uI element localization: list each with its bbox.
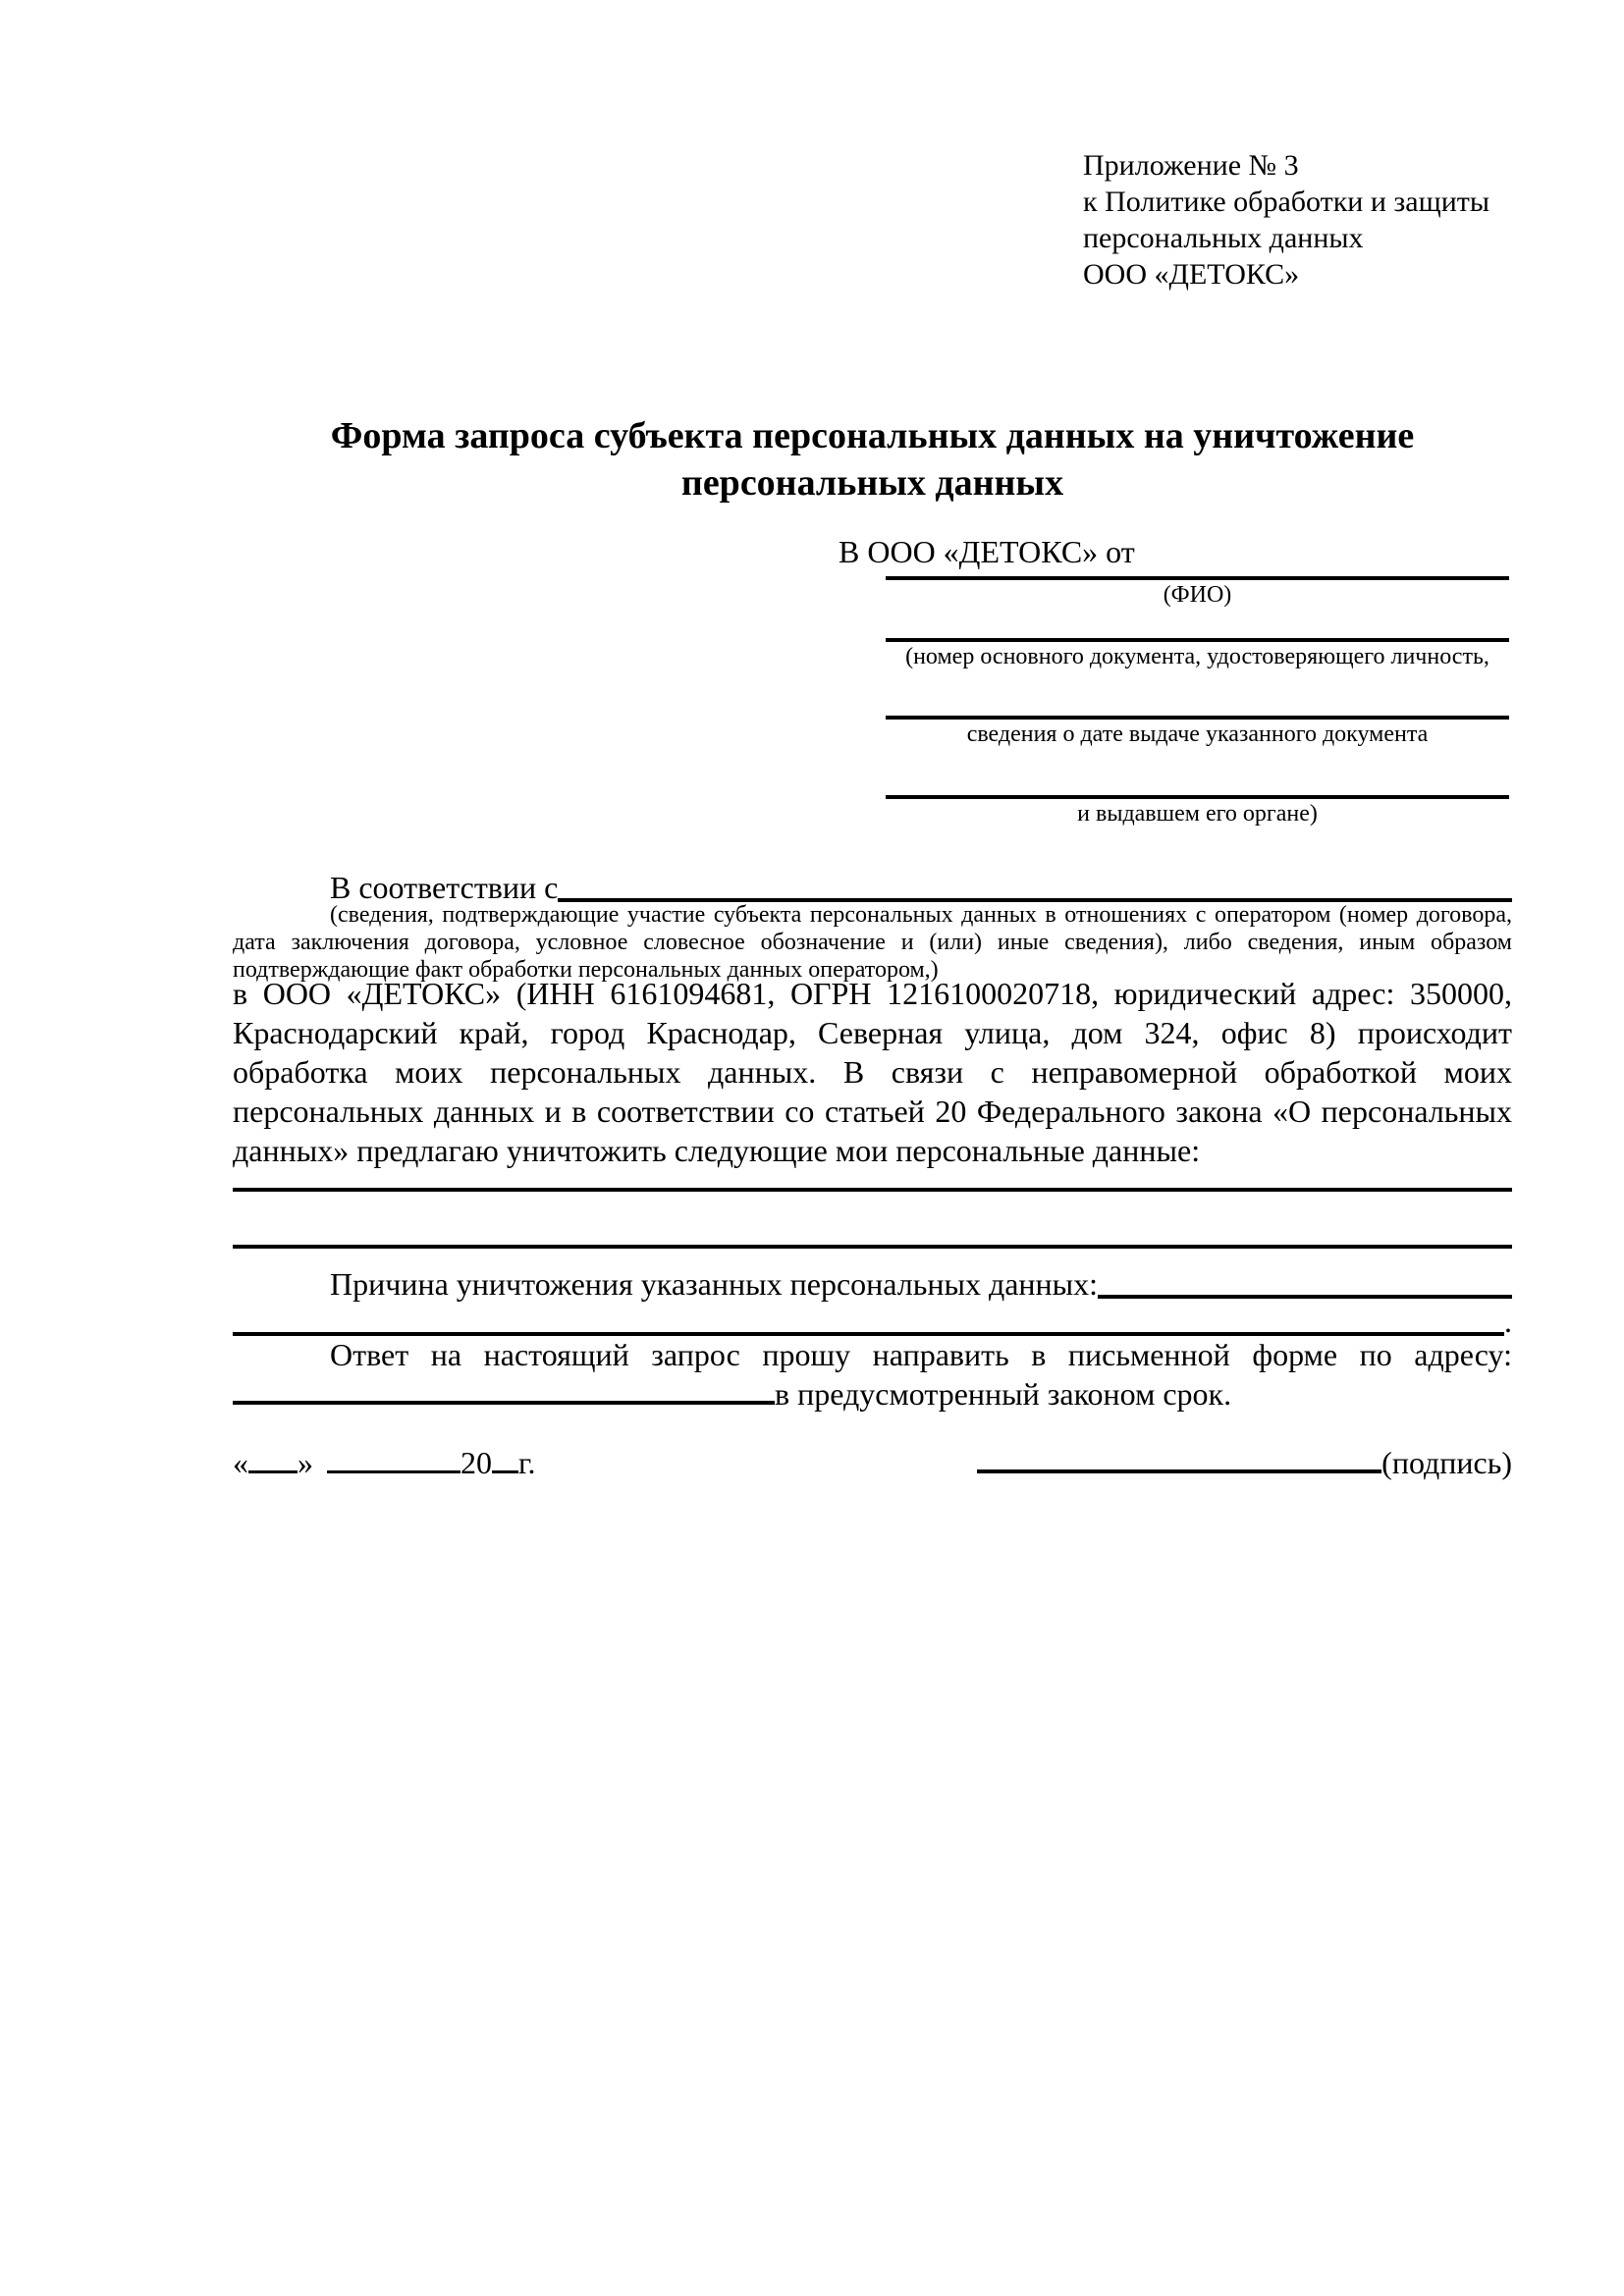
reason-row [233,1264,1512,1304]
personal-data-blank-line-2[interactable] [233,1245,1512,1249]
reason-blank-line-1[interactable] [1098,1295,1512,1299]
accordance-lead: В соответствии с [330,870,559,905]
appendix-line-2: к Политике обработки и защиты [1083,186,1490,218]
date-group [233,1443,536,1482]
appendix-line-1: Приложение № 3 [1083,149,1299,182]
body-paragraph: в ООО «ДЕТОКС» (ИНН 6161094681, ОГРН 1216100020718, юридический адрес: 350000, Краснодарский край, город Краснодар, Северная улица, дом 324, офис 8) происходит обработка моих персональных данных. В связи с неправомерной обработкой моих персональных данных и в соответствии со статьей 20 Федерального закона «О персональных данных» предлагаю уничтожить следующие мои персональные данные: [233,976,1512,1168]
issue-date-caption: сведения о дате выдаче указанного документа [966,721,1429,747]
issue-date-field [886,716,1509,749]
signature-caption: (подпись) [1381,1445,1512,1480]
address-blank-line[interactable] [233,1401,775,1405]
reason-period: . [1504,1304,1512,1339]
reason-lead: Причина уничтожения указанных персональных данных: [330,1266,1099,1302]
fill-in-fields [886,576,1509,828]
response-tail: в предусмотренный законом срок. [775,1376,1232,1412]
issuing-authority-caption: и выдавшем его органе) [1077,801,1318,827]
month-blank-line[interactable] [327,1470,460,1473]
fio-field [886,576,1509,610]
date-open-quote: « [233,1445,248,1480]
document-title: Форма запроса субъекта персональных данных на уничтожение персональных данных [330,415,1415,504]
document-number-field [886,638,1509,671]
accordance-note: (сведения, подтверждающие участие субъекта персональных данных в отношениях с оператором (номер договора, дата заключения договора, условное словесное обозначение и (или) иные сведения), либо сведения, иным образом подтверждающие факт обработки персональных данных оператором,) [233,902,1512,983]
date-signature-row [233,1443,1512,1482]
document-number-caption: (номер основного документа, удостоверяющего личность, [905,644,1489,669]
date-close-quote: » [298,1445,313,1480]
day-blank-line[interactable] [248,1470,298,1473]
addressee-line: В ООО «ДЕТОКС» от [839,534,1135,569]
personal-data-blank-line-1[interactable] [233,1188,1512,1192]
year-prefix: 20 [460,1445,492,1480]
appendix-line-4: ООО «ДЕТОКС» [1083,258,1300,291]
fio-caption: (ФИО) [1163,582,1232,608]
year-blank-line[interactable] [492,1470,518,1473]
response-lead: Ответ на настоящий запрос прошу направить в письменной форме по адресу: [330,1337,1512,1372]
response-address-row [233,1374,1512,1414]
appendix-block [1083,147,1512,293]
appendix-line-3: персональных данных [1083,222,1364,254]
year-suffix: г. [518,1445,536,1480]
signature-group [977,1443,1512,1482]
issuing-authority-field [886,795,1509,828]
signature-blank-line[interactable] [977,1469,1381,1473]
